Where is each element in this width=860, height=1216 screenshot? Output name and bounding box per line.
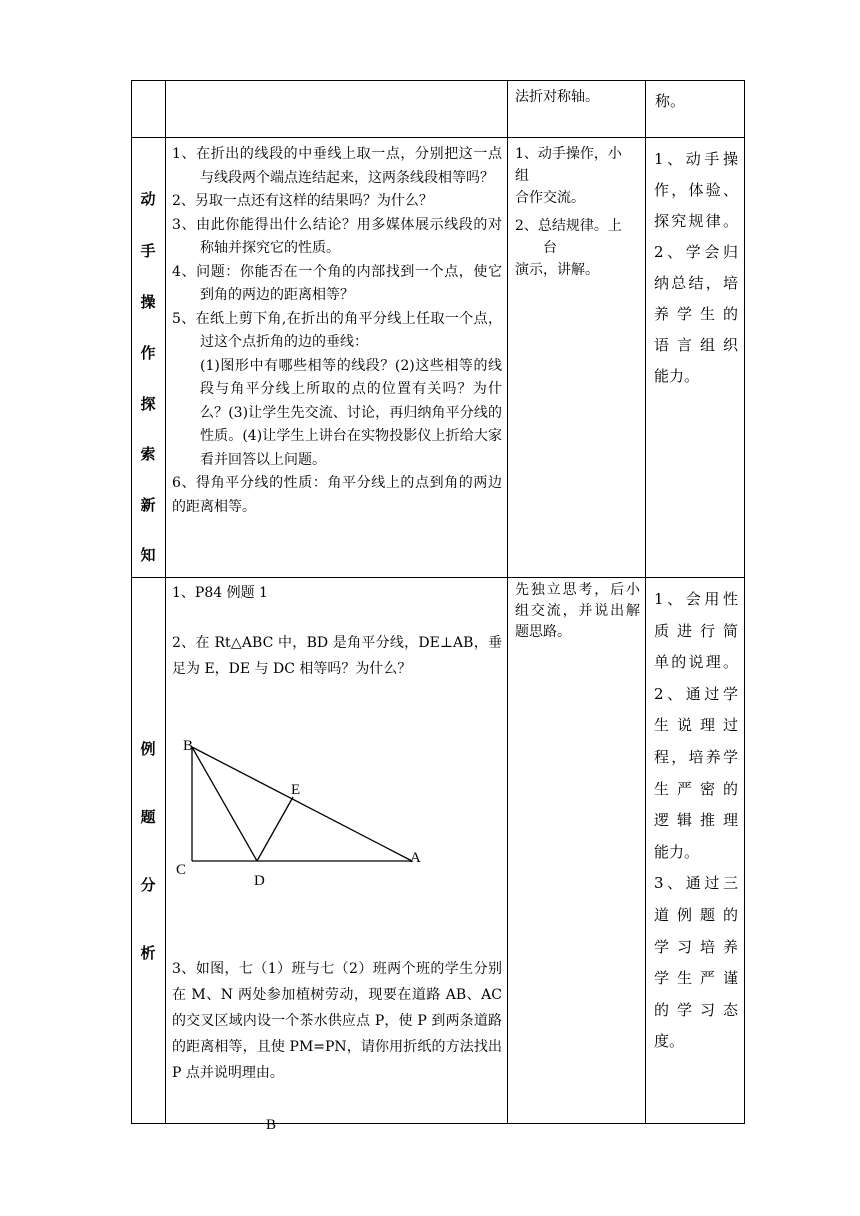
row2-label-char: 操 [140,293,156,311]
row2-method-cell [515,143,643,281]
row2-label-char: 探 [140,395,156,413]
row2-goal-line: 探究规律。 [654,212,738,230]
row2-method-line: 1、动手操作，小 [515,146,622,162]
row2-method-line: 2、总结规律。上 [515,218,622,234]
row3-goal-line: 学习培养 [654,937,738,956]
row3-label-char: 例 [140,740,156,758]
point-label-E: E [291,782,301,798]
row1-method-cell [515,86,640,110]
row2-method-line: 台 [543,240,557,256]
row2-label-char: 动 [140,190,156,208]
row2-goal-cell [654,144,738,392]
row2-item-1: 1、在折出的线段的中垂线上取一点，分别把这一点与线段两个端点连结起来，这两条线段相等吗？ [172,146,502,186]
row3-example-2 [172,630,502,682]
row2-goal-line: 纳总结，培 [654,274,738,292]
row3-goal-line: 能力。 [654,842,700,861]
point-label-A: A [410,850,421,866]
row2-item-2: 2、另取一点还有这样的结果吗？为什么？ [172,193,433,209]
row2-item-5: 5、在纸上剪下角,在折出的角平分线上任取一个点，过这个点折角的边的垂线： [172,310,502,350]
row2-label-char: 知 [140,546,156,564]
row3-goal-cell [654,584,738,1058]
row3-example-1 [172,582,502,606]
column-divider [507,80,508,1124]
row2-label-char: 索 [140,445,156,463]
row3-goal-line: 3、通过三 [654,874,738,893]
point-label-B: B [183,738,194,754]
row2-method-line: 演示，讲解。 [515,262,599,278]
column-divider [645,80,646,1124]
row2-goal-line: 1、动手操 [654,150,738,168]
row3-goal-line: 道例题的 [654,905,738,924]
row3-goal-line: 1、会用性 [654,590,738,608]
row2-item-4: 4、问题：你能否在一个角的内部找到一个点，使它到角的两边的距离相等？ [172,263,502,303]
row2-goal-line: 语言组织 [654,336,738,354]
row3-example-2-text: 2、在 Rt△ABC 中，BD 是角平分线，DE⊥AB，垂足为 E，DE 与 DC 相等吗？为什么？ [172,635,502,677]
row3-goal-line: 单的说理。 [654,653,738,672]
row2-label-char: 新 [140,496,156,514]
segment-DE [257,797,293,861]
row3-goal-line: 质进行简 [654,621,738,640]
row3-goal-line: 程，培养学 [654,747,738,766]
row3-goal-line: 生严密的 [654,779,738,798]
row3-example-1-text: 1、P84 例题 1 [172,585,268,601]
row3-method-cell [515,580,640,643]
triangle-figure [170,730,430,890]
row2-goal-line: 2、学会归 [654,243,738,261]
row2-item-6: 6、得角平分线的性质：角平分线上的点到角的两边的距离相等。 [172,475,502,515]
row-divider [131,137,745,138]
row2-goal-line: 养学生的 [654,305,738,323]
row3-goal-line: 学生严谨 [654,969,738,988]
row3-example-3-text: 3、如图，七（1）班与七（2）班两个班的学生分别在 M、N 两处参加植树劳动，现要在道路 AB、AC 的交叉区域内设一个茶水供应点 P，使 P 到两条道路的距离相等，且使 PM=PN，请你用折纸的方法找出 P 点并说明理由。 [172,961,502,1081]
row-divider [131,577,745,578]
row2-label-char: 作 [140,344,156,362]
row1-goal-cell [655,90,740,114]
row1-method-text: 法折对称轴。 [515,89,599,105]
row3-goal-line: 生说理过 [654,716,738,735]
row3-method-text: 先独立思考，后小组交流，并说出解题思路。 [515,582,640,640]
row2-goal-line: 能力。 [654,367,700,385]
row2-item-5-sub: (1)图形中有哪些相等的线段？(2)这些相等的线段与角平分线上所取的点的位置有关吗？为什么？(3)让学生先交流、讨论，再归纳角平分线的性质。(4)让学生上讲台在实物投影仪上折给大家看并回答以上问题。 [200,357,502,468]
column-divider [165,80,166,1124]
row3-label-char: 分 [140,876,156,894]
point-label-C: C [176,862,187,878]
footer-point-label: B [266,1117,277,1133]
row2-method-line: 合作交流。 [515,190,585,206]
row2-label-char: 手 [140,242,156,260]
row3-label-char: 析 [140,944,156,962]
row3-example-3 [172,956,502,1086]
row1-goal-text: 称。 [655,92,686,110]
row3-goal-line: 2、通过学 [654,684,738,703]
row2-item-3: 3、由此你能得出什么结论？用多媒体展示线段的对称轴并探究它的性质。 [172,216,502,256]
row3-goal-line: 度。 [654,1032,685,1051]
row2-method-line: 组 [515,168,529,184]
row3-goal-line: 的学习态 [654,1000,738,1019]
row2-content [172,143,502,519]
row2-goal-line: 作，体验、 [654,181,738,199]
row3-label-char: 题 [140,808,156,826]
row3-goal-line: 逻辑推理 [654,811,738,830]
point-label-D: D [254,873,265,889]
